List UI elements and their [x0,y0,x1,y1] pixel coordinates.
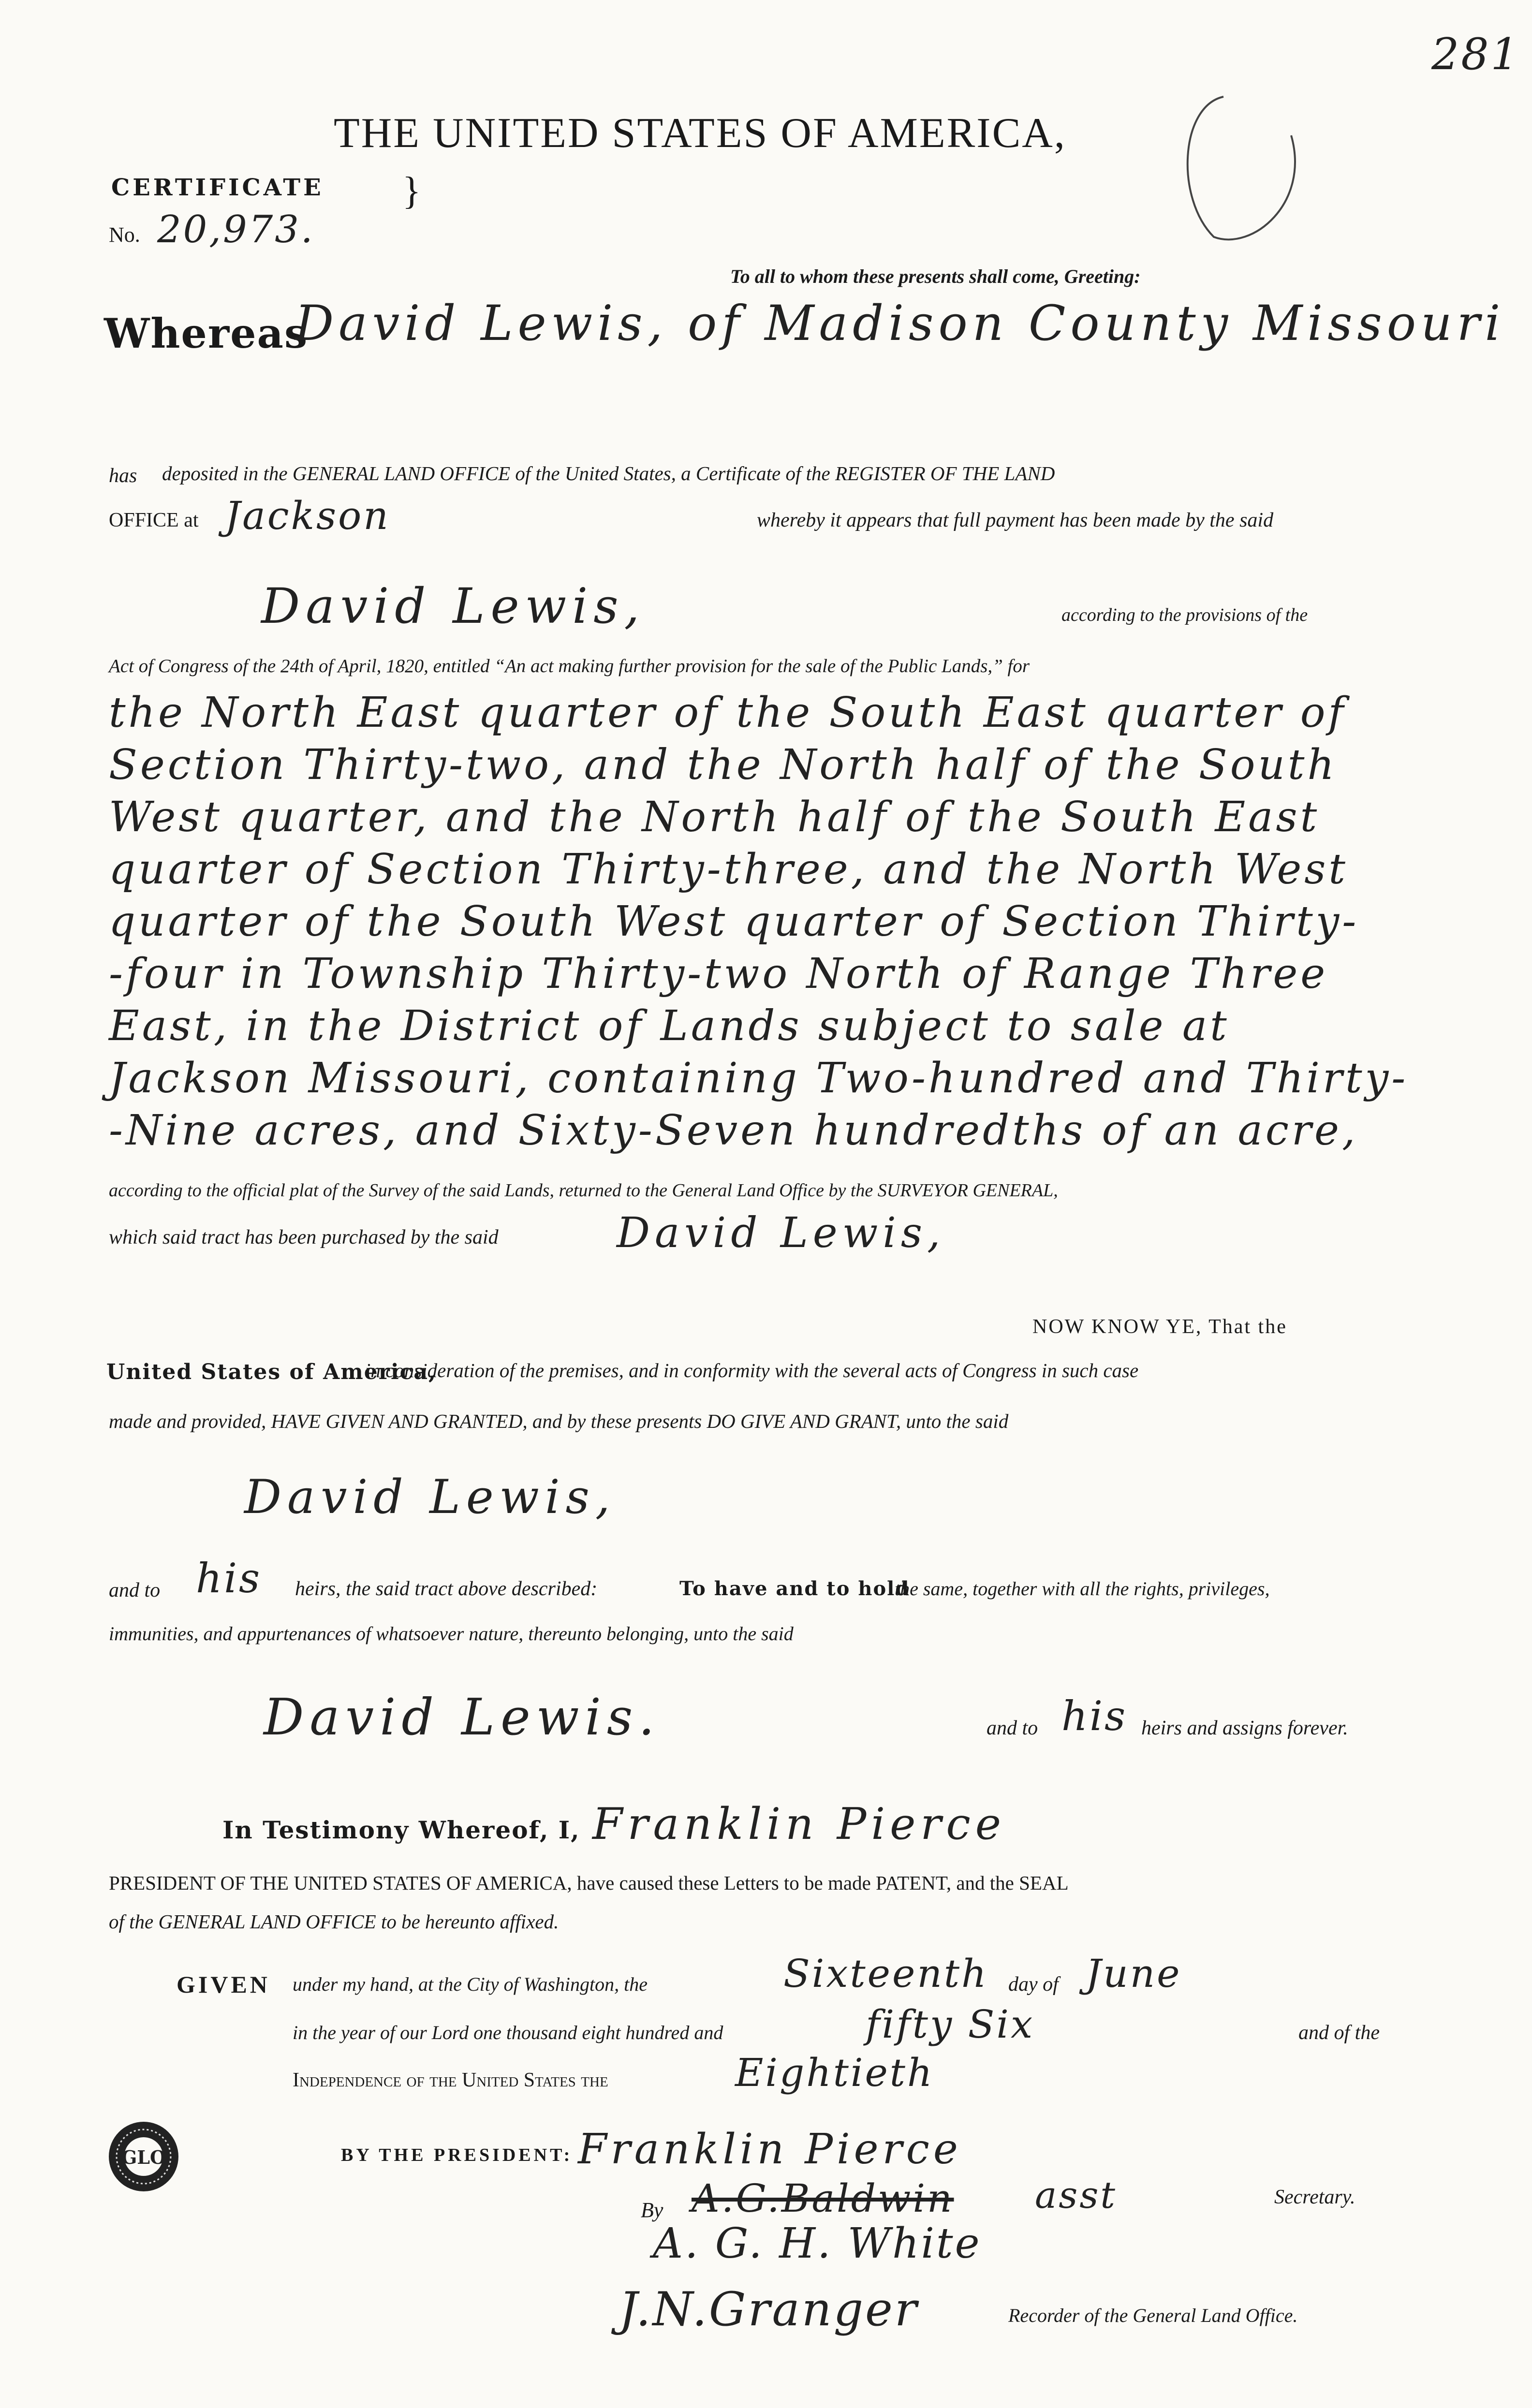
secretary-asst: asst [1035,2173,1117,2217]
president-signature-2: Franklin Pierce [578,2125,962,2173]
final-grantee-name: David Lewis. [264,1688,661,1747]
and-of-the-label: and of the [1298,2022,1380,2044]
land-office-place: Jackson [225,493,390,538]
whereas-grantee: David Lewis, of Madison County Missouri [295,295,1505,352]
given-label: GIVEN [177,1971,270,1998]
testimony-label: In Testimony Whereof, I, [222,1816,580,1844]
given-day: Sixteenth [783,1951,988,1996]
to-have-gothic: To have and to hold [679,1577,910,1600]
united-states-gothic: United States of America, [106,1360,437,1384]
president-line: PRESIDENT OF THE UNITED STATES OF AMERICA, have caused these Letters to be made PATENT, and the SEAL [109,1872,1069,1894]
ink-flourish-icon [1170,77,1325,251]
description-line: East, in the District of Lands subject to sale at [109,1002,1230,1050]
recorder-signature: J.N.Granger [619,2282,919,2336]
description-line: quarter of the South West quarter of Section Thirty- [109,897,1359,946]
description-line: Section Thirty-two, and the North half of the South [109,741,1337,789]
his-handwritten: his [1061,1692,1128,1740]
certificate-no-label: No. [109,223,140,247]
certificate-label: CERTIFICATE [111,174,324,201]
description-line: West quarter, and the North half of the South East [109,793,1320,841]
given-text: under my hand, at the City of Washington, the [293,1973,648,1995]
has-label: has [109,465,137,487]
description-line: the North East quarter of the South East quarter of [109,689,1347,737]
certificate-number: 20,973. [157,208,315,251]
assigns-forever-text: heirs and assigns forever. [1141,1717,1348,1739]
description-line: quarter of Section Thirty-three, and the North West [109,845,1348,894]
whereby-text: whereby it appears that full payment has been made by the said [757,509,1274,531]
recorder-label: Recorder of the General Land Office. [1008,2305,1298,2326]
now-know-ye: NOW KNOW YE, That the [1032,1316,1287,1338]
survey-line: according to the official plat of the Survey of the said Lands, returned to the General Land Office by the SURVEYOR GENERAL, [109,1180,1058,1201]
description-line: -four in Township Thirty-two North of Range Three [109,950,1328,998]
immunities-text: immunities, and appurtenances of whatsoever nature, thereunto belonging, unto the said [109,1623,794,1644]
year-text: in the year of our Lord one thousand eight hundred and [293,2022,723,2043]
and-to-label: and to [987,1717,1038,1739]
secretary-label: Secretary. [1274,2186,1355,2208]
independence-year: Eightieth [735,2050,934,2095]
secretary-struck-signature: A.G.Baldwin [692,2176,954,2221]
grantee-name: David Lewis, [244,1470,616,1524]
given-year: fifty Six [866,2002,1035,2047]
land-office-seal-icon [107,2120,180,2193]
greeting: To all to whom these presents shall come, Greeting: [730,265,1141,287]
his-handwritten: his [196,1555,262,1602]
heirs-text: heirs, the said tract above described: [295,1578,598,1600]
and-to-label: and to [109,1579,161,1601]
secretary2-signature: A. G. H. White [653,2219,982,2268]
according-text: according to the provisions of the [1061,605,1308,625]
description-line: -Nine acres, and Sixty-Seven hundredths of an acre, [109,1106,1358,1155]
made-provided-text: made and provided, HAVE GIVEN AND GRANTED, and by these presents DO GIVE AND GRANT, unto the said [109,1410,1009,1432]
by-president-label: BY THE PRESIDENT: [341,2145,573,2165]
seal-affixed-line: of the GENERAL LAND OFFICE to be hereunto affixed. [109,1910,559,1933]
office-at-label: OFFICE at [109,509,199,531]
president-signature: Franklin Pierce [592,1799,1006,1850]
payer-name: David Lewis, [261,578,646,634]
by-label: By [641,2198,663,2222]
consideration-text: in consideration of the premises, and in conformity with the several acts of Congress in such case [365,1359,1139,1381]
given-month: June [1086,1951,1182,1996]
purchaser-name: David Lewis, [617,1209,945,1257]
act-text: Act of Congress of the 24th of April, 1820, entitled “An act making further provision for the sale of the Public Lands,” for [109,656,1030,676]
svg-text:GLO: GLO [121,2146,166,2168]
independence-text: Independence of the United States the [293,2069,608,2091]
land-description [109,687,1408,1157]
page-number: 281 [1431,29,1520,80]
description-line: Jackson Missouri, containing Two-hundred and Thirty- [109,1054,1409,1102]
deposit-text: deposited in the GENERAL LAND OFFICE of the United States, a Certificate of the REGISTER OF THE LAND [162,462,1055,485]
purchased-line: which said tract has been purchased by the said [109,1226,499,1248]
day-of-label: day of [1008,1973,1059,1996]
brace-icon: } [402,170,421,212]
document-title: THE UNITED STATES OF AMERICA, [334,110,1066,157]
whereas-label: Whereas [104,309,309,357]
heirs-rest-text: the same, together with all the rights, privileges, [895,1578,1270,1600]
